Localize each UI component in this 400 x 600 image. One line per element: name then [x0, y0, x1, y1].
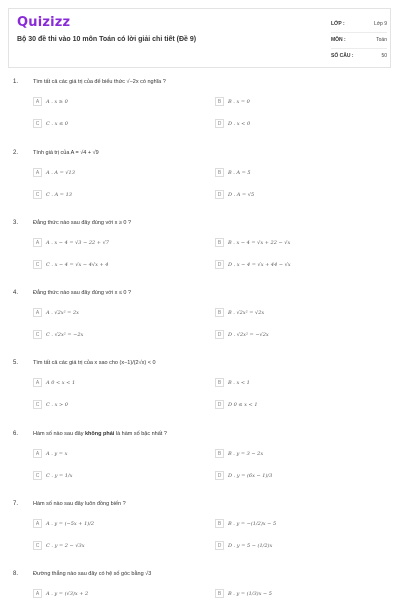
- option-letter: C: [33, 190, 42, 199]
- option-text: D . y = (6x − 1)/3: [228, 473, 273, 479]
- meta-grade-value: Lớp 9: [373, 21, 387, 27]
- question-text: Đường thẳng nào sau đây có hệ số góc bằng √3: [33, 571, 152, 577]
- option-a[interactable]: [33, 238, 203, 248]
- option-text: A . √2x² = 2x: [46, 310, 79, 316]
- option-a[interactable]: [33, 308, 203, 318]
- question-5: [0, 360, 400, 430]
- option-text: D . √2x² = −√2x: [228, 332, 269, 338]
- option-d[interactable]: [215, 190, 385, 200]
- option-text: C . A = 13: [46, 192, 72, 198]
- question-text: Tính giá trị của A = √4 + √9: [33, 150, 99, 156]
- question-text-after: là hàm số bậc nhất ?: [114, 431, 167, 437]
- option-c[interactable]: [33, 330, 203, 340]
- meta-subject-label: MÔN :: [331, 37, 346, 43]
- option-c[interactable]: [33, 541, 203, 551]
- document-title: Bộ 30 đề thi vào 10 môn Toán có lời giải chi tiết (Đề 9): [17, 36, 197, 43]
- option-letter: D: [215, 330, 224, 339]
- question-3: [0, 220, 400, 290]
- option-letter: C: [33, 260, 42, 269]
- option-b[interactable]: [215, 308, 385, 318]
- option-c[interactable]: [33, 119, 203, 129]
- option-text: B . y = (1/3)x − 5: [228, 591, 272, 597]
- meta-question-count-value: 50: [381, 53, 387, 59]
- question-number: 5.: [13, 360, 19, 366]
- option-text: C . x > 0: [46, 402, 68, 408]
- option-text: B . A = 5: [228, 170, 251, 176]
- option-b[interactable]: [215, 589, 385, 599]
- meta-question-count-label: SỐ CÂU :: [331, 53, 354, 59]
- option-letter: B: [215, 589, 224, 598]
- option-a[interactable]: [33, 168, 203, 178]
- question-8: [0, 571, 400, 600]
- option-b[interactable]: [215, 168, 385, 178]
- option-letter: A: [33, 308, 42, 317]
- meta-grade: [331, 17, 387, 33]
- question-text: Tìm tất cả các giá trị của x sao cho (x−1)/(2√x) < 0: [33, 360, 156, 366]
- option-text: B . y = 3 − 2x: [228, 451, 264, 457]
- quizizz-logo: Quizizz: [17, 15, 71, 30]
- document-meta: [331, 17, 387, 64]
- option-letter: A: [33, 589, 42, 598]
- option-c[interactable]: [33, 190, 203, 200]
- option-text: A . x − 4 = √3 − 22 + √7: [46, 240, 109, 246]
- question-text-before: Hàm số nào sau đây: [33, 431, 85, 437]
- option-letter: A: [33, 449, 42, 458]
- question-number: 7.: [13, 501, 19, 507]
- question-number: 4.: [13, 290, 19, 296]
- option-text: D . A = √5: [228, 192, 255, 198]
- question-1: [0, 79, 400, 149]
- option-a[interactable]: [33, 519, 203, 529]
- option-letter: C: [33, 400, 42, 409]
- option-letter: B: [215, 97, 224, 106]
- option-text: D . x < 0: [228, 121, 251, 127]
- meta-subject-value: Toán: [376, 37, 387, 43]
- option-d[interactable]: [215, 400, 385, 410]
- option-letter: D: [215, 190, 224, 199]
- meta-grade-label: LỚP :: [331, 21, 345, 27]
- option-letter: C: [33, 471, 42, 480]
- option-a[interactable]: [33, 378, 203, 388]
- question-7: [0, 501, 400, 571]
- option-letter: A: [33, 519, 42, 528]
- option-letter: A: [33, 378, 42, 387]
- option-letter: A: [33, 97, 42, 106]
- option-letter: D: [215, 260, 224, 269]
- option-letter: C: [33, 330, 42, 339]
- question-4: [0, 290, 400, 360]
- question-text: Hàm số nào sau đây luôn đồng biến ?: [33, 501, 126, 507]
- option-text: A . y = (−5x + 1)/2: [46, 521, 95, 527]
- option-c[interactable]: [33, 471, 203, 481]
- option-text: C . x ≤ 0: [46, 121, 68, 127]
- option-d[interactable]: [215, 541, 385, 551]
- option-b[interactable]: [215, 97, 385, 107]
- option-text: B . x < 1: [228, 380, 250, 386]
- question-number: 1.: [13, 79, 19, 85]
- option-letter: B: [215, 238, 224, 247]
- option-letter: B: [215, 168, 224, 177]
- option-text: B . x − 4 = √x + 22 − √x: [228, 240, 291, 246]
- option-text: D . y = 5 − (1/2)x: [228, 543, 273, 549]
- option-d[interactable]: [215, 330, 385, 340]
- option-letter: D: [215, 400, 224, 409]
- option-b[interactable]: [215, 378, 385, 388]
- question-text: Tìm tất cả các giá trị của để biểu thức √−2x có nghĩa ?: [33, 79, 166, 85]
- question-text: [33, 431, 167, 437]
- option-c[interactable]: [33, 260, 203, 270]
- option-a[interactable]: [33, 449, 203, 459]
- option-text: B . x = 0: [228, 99, 250, 105]
- option-letter: B: [215, 519, 224, 528]
- option-text: B . y = −(1/2)x − 5: [228, 521, 277, 527]
- question-text: Đẳng thức nào sau đây đúng với x ≤ 0 ?: [33, 290, 132, 296]
- option-text: A . x ≥ 0: [46, 99, 68, 105]
- option-letter: C: [33, 119, 42, 128]
- option-text: A . y = x: [46, 451, 68, 457]
- option-letter: D: [215, 119, 224, 128]
- question-2: [0, 150, 400, 220]
- option-letter: B: [215, 449, 224, 458]
- option-d[interactable]: [215, 471, 385, 481]
- option-text: C . x − 4 = √x − 4√x + 4: [46, 262, 109, 268]
- option-a[interactable]: [33, 97, 203, 107]
- question-number: 6.: [13, 431, 19, 437]
- document-header: [8, 8, 391, 68]
- option-text: D . x − 4 = √x + 44 − √x: [228, 262, 291, 268]
- meta-question-count: [331, 49, 387, 64]
- option-text: C . y = 2 − √3x: [46, 543, 85, 549]
- option-text: C . y = 1/x: [46, 473, 73, 479]
- option-d[interactable]: [215, 119, 385, 129]
- question-text-emphasis: không phải: [84, 431, 115, 437]
- question-6: [0, 431, 400, 501]
- option-letter: D: [215, 471, 224, 480]
- option-b[interactable]: [215, 449, 385, 459]
- option-letter: C: [33, 541, 42, 550]
- option-a[interactable]: [33, 589, 203, 599]
- option-text: D 0 ≤ x < 1: [228, 402, 258, 408]
- option-text: C . √2x² = −2x: [46, 332, 84, 338]
- question-number: 2.: [13, 150, 19, 156]
- option-c[interactable]: [33, 400, 203, 410]
- option-letter: B: [215, 378, 224, 387]
- option-letter: A: [33, 168, 42, 177]
- option-b[interactable]: [215, 238, 385, 248]
- option-d[interactable]: [215, 260, 385, 270]
- question-text: Đẳng thức nào sau đây đúng với x ≥ 0 ?: [33, 220, 132, 226]
- option-text: A . A = √13: [46, 170, 75, 176]
- option-text: A 0 < x < 1: [46, 380, 76, 386]
- option-text: B . √2x² = √2x: [228, 310, 265, 316]
- meta-subject: [331, 33, 387, 49]
- question-number: 3.: [13, 220, 19, 226]
- option-text: A . y = (√3)x + 2: [46, 591, 89, 597]
- option-b[interactable]: [215, 519, 385, 529]
- option-letter: A: [33, 238, 42, 247]
- question-number: 8.: [13, 571, 19, 577]
- option-letter: B: [215, 308, 224, 317]
- option-letter: D: [215, 541, 224, 550]
